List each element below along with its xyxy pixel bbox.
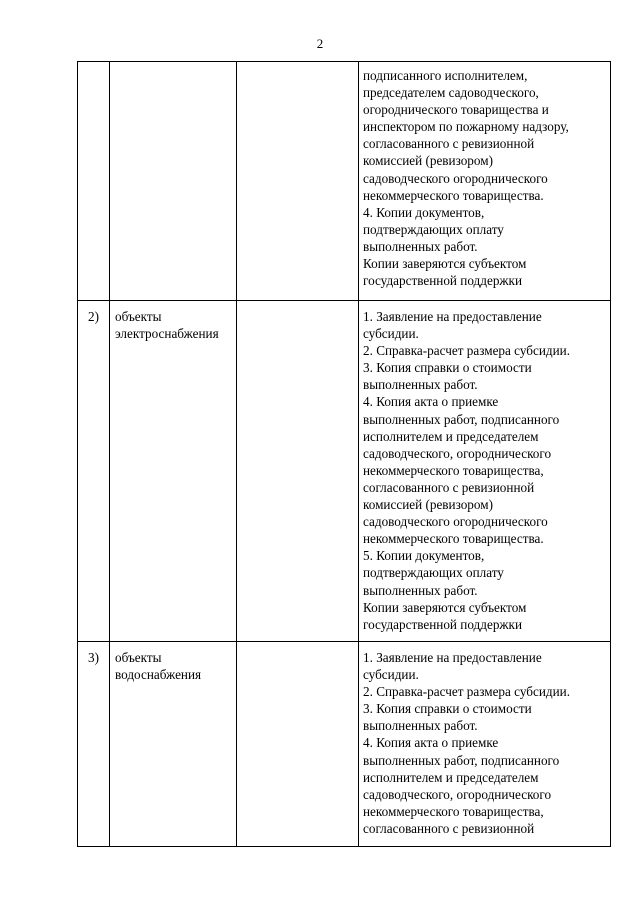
document-line: председателем садоводческого,: [363, 85, 539, 101]
row-number-cell: [78, 62, 110, 301]
document-line: подтверждающих оплату: [363, 221, 504, 237]
document-line: 3. Копия справки о стоимости: [363, 701, 532, 717]
document-line: исполнителем и председателем: [363, 769, 539, 785]
document-line: согласованного с ревизионной: [363, 136, 535, 152]
page-number: 2: [316, 36, 324, 51]
object-type-line: электроснабжения: [115, 326, 219, 342]
document-line: субсидии.: [363, 667, 419, 683]
required-documents-cell: [359, 301, 611, 642]
document-line: подписанного исполнителем,: [363, 68, 528, 83]
document-line: комиссией (ревизором): [363, 497, 493, 513]
document-line: 4. Копия акта о приемке: [363, 735, 499, 751]
document-line: 4. Копия акта о приемке: [363, 394, 499, 410]
document-line: государственной поддержки: [363, 273, 522, 289]
row-number-cell: 3): [78, 642, 110, 847]
document-line: государственной поддержки: [363, 616, 522, 632]
empty-cell: [237, 62, 359, 301]
required-documents-cell: [359, 642, 611, 847]
document-line: 3. Копия справки о стоимости: [363, 360, 532, 376]
document-line: садоводческого огороднического: [363, 170, 548, 186]
subsidy-documents-table: [77, 61, 611, 847]
document-line: выполненных работ, подписанного: [363, 411, 560, 427]
required-documents-cell: [359, 62, 611, 301]
document-line: исполнителем и председателем: [363, 428, 539, 444]
document-line: инспектором по пожарному надзору,: [363, 119, 569, 135]
document-line: 1. Заявление на предоставление: [363, 650, 542, 665]
document-line: 1. Заявление на предоставление: [363, 309, 542, 324]
document-line: 2. Справка-расчет размера субсидии.: [363, 343, 571, 359]
document-line: Копии заверяются субъектом: [363, 256, 527, 272]
document-line: 4. Копии документов,: [363, 204, 485, 220]
document-line: садоводческого огороднического: [363, 514, 548, 530]
document-line: 5. Копии документов,: [363, 548, 485, 564]
document-line: огороднического товарищества и: [363, 102, 549, 118]
row-number-cell: 2): [78, 301, 110, 642]
object-type-line: водоснабжения: [115, 667, 202, 683]
object-type-line: объекты: [115, 309, 162, 324]
document-line: выполненных работ, подписанного: [363, 752, 560, 768]
document-line: согласованного с ревизионной: [363, 820, 535, 836]
object-type-cell: [110, 62, 237, 301]
table-body: [78, 62, 611, 847]
empty-cell: [237, 642, 359, 847]
table-row: [78, 62, 611, 301]
document-line: 2. Справка-расчет размера субсидии.: [363, 684, 571, 700]
document-line: выполненных работ.: [363, 718, 478, 734]
document-line: некоммерческого товарищества,: [363, 462, 544, 478]
document-line: комиссией (ревизором): [363, 153, 493, 169]
object-type-cell: [110, 301, 237, 642]
table-row: [78, 301, 611, 642]
object-type-line: объекты: [115, 650, 162, 665]
table-row: [78, 642, 611, 847]
empty-cell: [237, 301, 359, 642]
document-line: выполненных работ.: [363, 238, 478, 254]
document-line: субсидии.: [363, 326, 419, 342]
document-line: некоммерческого товарищества.: [363, 187, 544, 203]
document-line: согласованного с ревизионной: [363, 479, 535, 495]
document-line: некоммерческого товарищества.: [363, 531, 544, 547]
document-line: некоммерческого товарищества,: [363, 803, 544, 819]
document-line: подтверждающих оплату: [363, 565, 504, 581]
document-line: выполненных работ.: [363, 582, 478, 598]
object-type-cell: [110, 642, 237, 847]
document-line: садоводческого, огороднического: [363, 786, 552, 802]
document-line: выполненных работ.: [363, 377, 478, 393]
document-line: садоводческого, огороднического: [363, 445, 552, 461]
document-line: Копии заверяются субъектом: [363, 599, 527, 615]
